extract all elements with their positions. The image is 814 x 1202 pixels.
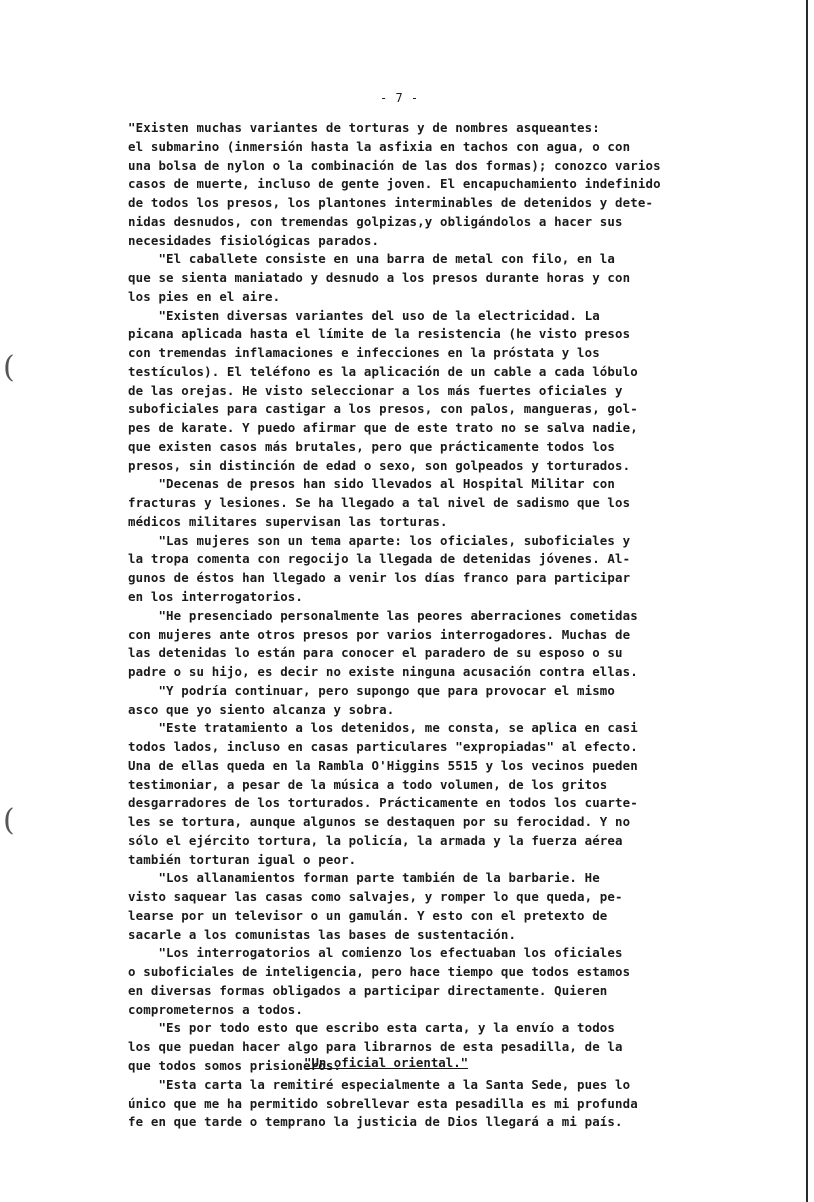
- text-line: el submarino (inmersión hasta la asfixia en tachos con agua, o con: [128, 138, 631, 154]
- text-line: con tremendas inflamaciones e infecciones en la próstata y los: [128, 345, 600, 361]
- text-line: picana aplicada hasta el límite de la resistencia (he visto presos: [128, 326, 631, 342]
- text-line: "He presenciado personalmente las peores aberraciones cometidas: [128, 607, 638, 623]
- text-line: "Los allanamientos forman parte también de la barbarie. He: [128, 870, 600, 886]
- text-line: testimoniar, a pesar de la música a todo volumen, de los gritos: [128, 776, 608, 792]
- text-line: que se sienta maniatado y desnudo a los presos durante horas y con: [128, 270, 631, 286]
- text-line: que existen casos más brutales, pero que prácticamente todos los: [128, 438, 616, 454]
- text-line: sacarle a los comunistas las bases de sustentación.: [128, 926, 517, 942]
- text-line: con mujeres ante otros presos por varios interrogadores. Muchas de: [128, 626, 631, 642]
- text-line: suboficiales para castigar a los presos, con palos, mangueras, gol-: [128, 401, 638, 417]
- text-line: en los interrogatorios.: [128, 589, 304, 604]
- text-line: visto saquear las casas como salvajes, y romper lo que queda, pe-: [128, 889, 623, 905]
- text-line: les se tortura, aunque algunos se destaquen por su ferocidad. Y no: [128, 814, 631, 830]
- text-line: "Existen muchas variantes de torturas y de nombres asqueantes:: [128, 120, 600, 135]
- text-line: "Y podría continuar, pero supongo que para provocar el mismo: [128, 682, 616, 698]
- text-line: "El caballete consiste en una barra de metal con filo, en la: [128, 251, 616, 267]
- text-line: Una de ellas queda en la Rambla O'Higgins 5515 y los vecinos pueden: [128, 757, 638, 773]
- text-line: o suboficiales de inteligencia, pero hace tiempo que todos estamos: [128, 964, 631, 980]
- text-line: padre o su hijo, es decir no existe ninguna acusación contra ellas.: [128, 664, 638, 680]
- text-line: que todos somos prisioneros.: [128, 1058, 342, 1073]
- text-line: gunos de éstos han llegado a venir los días franco para participar: [128, 570, 631, 586]
- text-line: "Es por todo esto que escribo esta carta, y la envío a todos: [128, 1020, 616, 1036]
- signature: "Un oficial oriental.": [304, 1055, 469, 1070]
- text-line: "Los interrogatorios al comienzo los efectuaban los oficiales: [128, 945, 623, 961]
- text-line: learse por un televisor o un gamulán. Y esto con el pretexto de: [128, 907, 608, 923]
- margin-mark: (: [3, 350, 15, 385]
- text-line: "Existen diversas variantes del uso de la electricidad. La: [128, 307, 600, 323]
- text-line: fracturas y lesiones. Se ha llegado a tal nivel de sadismo que los: [128, 495, 631, 511]
- text-line: "Decenas de presos han sido llevados al Hospital Militar con: [128, 476, 616, 492]
- text-line: las detenidas lo están para conocer el paradero de su esposo o su: [128, 645, 623, 661]
- text-line: "Las mujeres son un tema aparte: los oficiales, suboficiales y: [128, 532, 631, 548]
- text-line: sólo el ejército tortura, la policía, la armada y la fuerza aérea: [128, 832, 623, 848]
- text-line: los que puedan hacer algo para librarnos de esta pesadilla, de la: [128, 1039, 623, 1055]
- text-line: único que me ha permitido sobrellevar esta pesadilla es mi profunda: [128, 1095, 638, 1111]
- text-line: "Este tratamiento a los detenidos, me consta, se aplica en casi: [128, 720, 638, 736]
- text-line: necesidades fisiológicas parados.: [128, 232, 380, 248]
- text-line: fe en que tarde o temprano la justicia de Dios llegará a mi país.: [128, 1114, 623, 1130]
- text-line: testículos). El teléfono es la aplicación de un cable a cada lóbulo: [128, 363, 638, 379]
- text-line: en diversas formas obligados a participar directamente. Quieren: [128, 982, 608, 998]
- text-line: la tropa comenta con regocijo la llegada de detenidas jóvenes. Al-: [128, 551, 631, 567]
- text-line: presos, sin distinción de edad o sexo, son golpeados y torturados.: [128, 457, 631, 473]
- text-line: médicos militares supervisan las torturas.: [128, 513, 448, 529]
- page-number: - 7 -: [380, 91, 419, 105]
- text-line: también torturan igual o peor.: [128, 851, 357, 867]
- text-line: una bolsa de nylon o la combinación de las dos formas); conozco varios: [128, 157, 661, 173]
- text-line: comprometernos a todos.: [128, 1001, 304, 1017]
- text-line: casos de muerte, incluso de gente joven. El encapuchamiento indefinido: [128, 176, 661, 192]
- text-line: asco que yo siento alcanza y sobra.: [128, 701, 395, 717]
- text-line: los pies en el aire.: [128, 288, 281, 304]
- margin-mark: (: [3, 803, 15, 838]
- text-line: desgarradores de los torturados. Prácticamente en todos los cuarte-: [128, 795, 638, 811]
- text-line: nidas desnudos, con tremendas golpizas,y obligándolos a hacer sus: [128, 213, 623, 229]
- text-line: "Esta carta la remitiré especialmente a la Santa Sede, pues lo: [128, 1076, 631, 1092]
- text-line: todos lados, incluso en casas particulares "expropiadas" al efecto.: [128, 739, 638, 755]
- text-line: pes de karate. Y puedo afirmar que de este trato no se salva nadie,: [128, 420, 638, 436]
- text-line: de todos los presos, los plantones interminables de detenidos y dete-: [128, 195, 654, 211]
- text-line: de las orejas. He visto seleccionar a los más fuertes oficiales y: [128, 382, 623, 398]
